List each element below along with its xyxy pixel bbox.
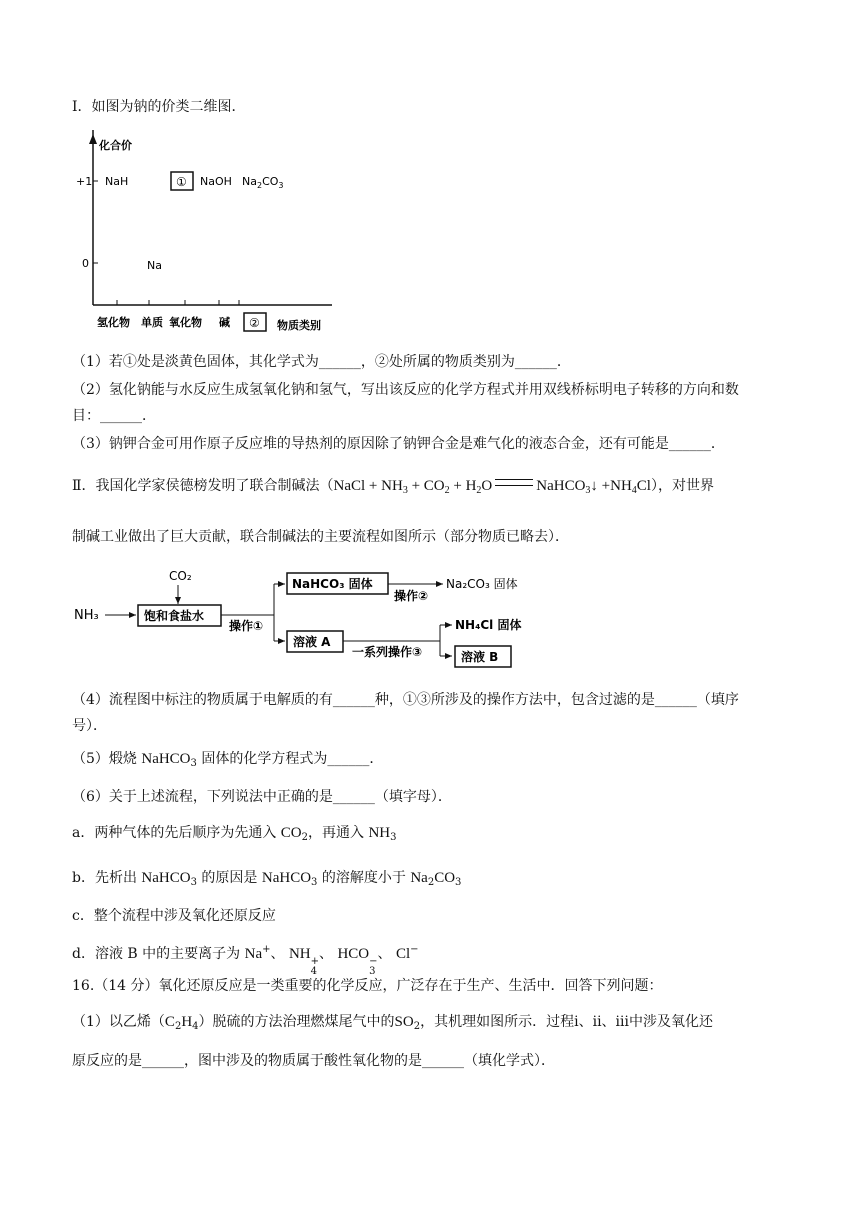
label-nah: NaH: [105, 175, 129, 188]
option-d: d．溶液 B 中的主要离子为 Na+、 NH + 4 、 HCO − 3 、 Cl−: [72, 944, 419, 977]
y-axis-arrow: [89, 134, 97, 144]
part1-heading: Ⅰ．如图为钠的价类二维图．: [72, 99, 246, 115]
tick-plus-one: +1: [76, 175, 93, 188]
part2-intro-line-2: 制碱工业做出了巨大贡献，联合制碱法的主要流程如图所示（部分物质已略去）．: [72, 529, 569, 545]
question-2-line-1: （2）氢化钠能与水反应生成氢氧化钠和氢气，写出该反应的化学方程式并用双线桥标明电子转移的方向和数: [72, 382, 739, 398]
question-1: （1）若①处是淡黄色固体，其化学式为______，②处所属的物质类别为______．: [72, 354, 571, 370]
box-two-label: ②: [249, 316, 260, 330]
nh3-label: NH₃: [74, 608, 99, 623]
label-na2co3: $Na_2CO_3$: [242, 175, 284, 190]
category-hydride: 氢化物: [97, 316, 130, 329]
nh4cl-label: NH₄Cl 固体: [455, 618, 522, 632]
question-4-line-1: （4）流程图中标注的物质属于电解质的有______种，①③所涉及的操作方法中，包含过滤的是______（填序: [72, 692, 739, 708]
category-oxide: 氧化物: [169, 316, 202, 329]
question-16-1-line-1: （1）以乙烯$(C_2H_4)$脱硫的方法治理燃煤尾气中的$SO_2$，其机理如图所示．过程ⅰ、ⅱ、ⅲ中涉及氧化还: [72, 1014, 713, 1032]
co2-label: CO₂: [169, 569, 192, 583]
na2co3-label: Na₂CO₃ 固体: [446, 577, 518, 591]
nahco3-label: NaHCO₃ 固体: [292, 577, 373, 591]
category-element: 单质: [141, 316, 163, 329]
tick-zero: 0: [82, 257, 89, 270]
question-4-line-2: 号）．: [72, 718, 107, 734]
option-b: b．先析出 NaHCO$_3$ 的原因是 NaHCO$_3$ 的溶解度小于 $Na_2CO_3$: [72, 870, 462, 888]
op3-label: 一系列操作③: [352, 645, 423, 659]
question-5: （5）煅烧 NaHCO$_3$ 固体的化学方程式为______．: [72, 751, 384, 769]
op2-label: 操作②: [394, 589, 429, 603]
question-3: （3）钠钾合金可用作原子反应堆的导热剂的原因除了钠钾合金是难气化的液态合金，还有可能是______．: [72, 436, 725, 452]
brine-label: 饱和食盐水: [144, 609, 205, 623]
sol-a-label: 溶液 A: [293, 635, 331, 649]
question-16-title: 16.（14 分）氧化还原反应是一类重要的化学反应，广泛存在于生产、生活中．回答下列问题：: [72, 978, 663, 994]
sodium-valence-diagram: [72, 130, 342, 340]
question-6: （6）关于上述流程，下列说法中正确的是______（填字母）．: [72, 789, 452, 805]
equals-sign: [495, 479, 533, 486]
sol-b-label: 溶液 B: [461, 650, 499, 664]
question-2-line-2: 目：______．: [72, 408, 156, 424]
label-naoh: NaOH: [200, 175, 232, 188]
option-c: c．整个流程中涉及氧化还原反应: [72, 908, 276, 924]
option-a: a．两种气体的先后顺序为先通入 $CO_2$，再通入 $NH_3$: [72, 825, 397, 843]
category-base: 碱: [219, 316, 230, 329]
process-flowchart: [72, 563, 542, 673]
question-16-1-line-2: 原反应的是______，图中涉及的物质属于酸性氧化物的是______（填化学式）．: [72, 1053, 555, 1069]
x-axis-title: 物质类别: [277, 319, 321, 332]
op1-label: 操作①: [229, 619, 264, 633]
equation: NaCl + $NH_3 + CO_2 + H_2O$ NaHCO$_3$↓ $+NH_4Cl$: [333, 478, 651, 496]
box-one-label: ①: [176, 175, 187, 189]
y-axis-title: 化合价: [99, 139, 132, 152]
label-na: Na: [147, 259, 162, 272]
part2-intro-line-1: Ⅱ．我国化学家侯德榜发明了联合制碱法（NaCl + $NH_3 + CO_2 + H_2O$ NaHCO$_3$↓ $+NH_4Cl$），对世界: [72, 478, 714, 496]
